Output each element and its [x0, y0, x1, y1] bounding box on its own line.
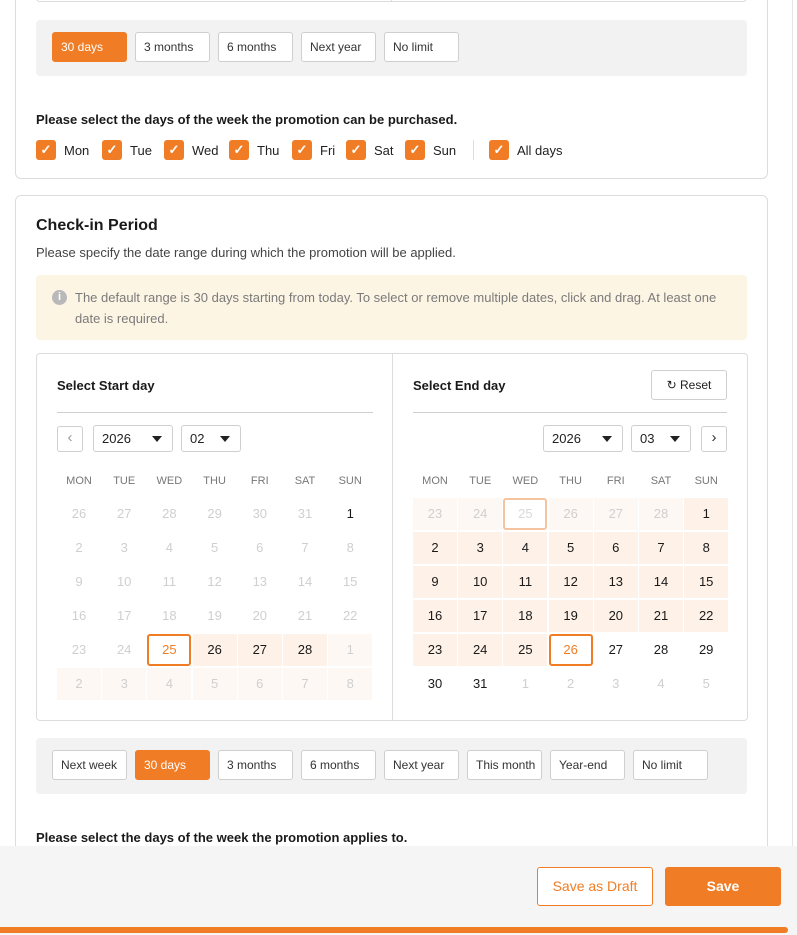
checkin-days-title: Please select the days of the week the promotion applies to. — [36, 830, 408, 845]
calendar-day[interactable]: 8 — [346, 540, 354, 555]
calendar-day[interactable]: 28 — [283, 634, 327, 666]
calendar-day[interactable]: 28 — [639, 498, 683, 530]
calendar-day[interactable]: 31 — [297, 506, 313, 521]
calendar-day[interactable]: 17 — [116, 608, 132, 623]
purchase-preset-3-months[interactable]: 3 months — [135, 32, 210, 62]
day-label: Mon — [64, 142, 90, 158]
start-calendar-rule — [57, 412, 373, 413]
calendar-day[interactable]: 18 — [503, 600, 547, 632]
checkin-preset-3-months[interactable]: 3 months — [218, 750, 293, 780]
chevron-down-icon — [602, 436, 612, 442]
check-icon[interactable]: ✓ — [346, 140, 366, 160]
calendar-day[interactable]: 20 — [252, 608, 268, 623]
save-button[interactable]: Save — [665, 867, 781, 906]
calendar-day[interactable]: 15 — [342, 574, 358, 589]
checkin-notice — [36, 275, 747, 340]
purchase-period-panel — [15, 0, 768, 179]
calendar-day[interactable]: 27 — [116, 506, 132, 521]
calendar-day[interactable]: 4 — [503, 532, 547, 564]
weekday-header: SUN — [694, 475, 718, 487]
check-icon[interactable]: ✓ — [292, 140, 312, 160]
weekday-header: TUE — [469, 475, 492, 487]
calendar-day[interactable]: 14 — [297, 574, 313, 589]
select-value: 2026 — [102, 431, 131, 446]
checkin-preset-no-limit[interactable]: No limit — [633, 750, 708, 780]
calendar-day[interactable]: 18 — [162, 608, 177, 623]
calendar-day[interactable]: 4 — [165, 540, 173, 555]
calendar-day[interactable]: 3 — [612, 676, 620, 691]
weekday-header: WED — [156, 475, 183, 487]
purchase-day-fri[interactable] — [292, 139, 335, 161]
calendar-day[interactable]: 4 — [147, 668, 191, 700]
check-icon[interactable]: ✓ — [489, 140, 509, 160]
chevron-down-icon — [152, 436, 162, 442]
purchase-day-thu[interactable] — [229, 139, 279, 161]
weekday-header: FRI — [606, 475, 625, 487]
calendar-day[interactable]: 19 — [549, 600, 593, 632]
checkin-preset-year-end[interactable]: Year-end — [550, 750, 625, 780]
day-label: Thu — [257, 142, 280, 158]
calendar-day[interactable]: 6 — [238, 668, 282, 700]
calendar-day[interactable]: 6 — [256, 540, 264, 555]
calendar-day[interactable]: 21 — [639, 600, 683, 632]
calendar-day[interactable]: 30 — [427, 676, 443, 691]
purchase-days-title: Please select the days of the week the promotion can be purchased. — [36, 112, 458, 127]
calendar-day[interactable]: 23 — [413, 498, 457, 530]
calendar-day[interactable]: 15 — [684, 566, 728, 598]
calendar-day[interactable]: 5 — [702, 676, 710, 691]
chevron-down-icon — [220, 436, 230, 442]
weekday-header: SUN — [338, 475, 362, 487]
calendar-day[interactable]: 5 — [193, 668, 237, 700]
info-icon: i — [52, 290, 67, 305]
calendar-day[interactable]: 1 — [328, 634, 372, 666]
calendar-day[interactable]: 3 — [458, 532, 502, 564]
purchase-day-sun[interactable] — [405, 139, 456, 161]
calendar-day[interactable]: 7 — [639, 532, 683, 564]
purchase-day-sat[interactable] — [346, 139, 394, 161]
weekday-header: FRI — [250, 475, 269, 487]
select-value: 03 — [640, 431, 655, 446]
calendar-day[interactable]: 6 — [594, 532, 638, 564]
purchase-preset-next-year[interactable]: Next year — [301, 32, 376, 62]
checkin-period-panel — [15, 195, 768, 897]
calendar-day[interactable]: 11 — [503, 566, 547, 598]
calendar-day[interactable]: 22 — [684, 600, 728, 632]
calendar-day[interactable]: 10 — [116, 574, 132, 589]
scroll-track — [792, 0, 793, 846]
purchase-input-divider — [391, 0, 392, 2]
calendar-day[interactable]: 7 — [283, 668, 327, 700]
calendar-day[interactable]: 2 — [57, 668, 101, 700]
date-range-calendar — [36, 353, 748, 721]
calendar-day[interactable]: 30 — [252, 506, 268, 521]
calendar-day[interactable]: 1 — [346, 506, 354, 521]
calendar-day[interactable]: 8 — [684, 532, 728, 564]
day-label: Sun — [433, 142, 457, 158]
footer-action-bar — [0, 846, 797, 935]
purchase-preset-bar — [36, 20, 747, 76]
weekday-header: THU — [203, 475, 226, 487]
calendar-day[interactable]: 29 — [207, 506, 222, 521]
calendar-day[interactable]: 2 — [566, 676, 575, 691]
start-month-select[interactable] — [181, 425, 241, 452]
calendar-day[interactable]: 29 — [698, 642, 714, 657]
day-label: All days — [517, 142, 563, 158]
calendar-day[interactable]: 23 — [413, 634, 457, 666]
calendar-divider — [392, 354, 393, 720]
calendar-day[interactable]: 3 — [102, 668, 146, 700]
calendar-day[interactable]: 17 — [458, 600, 502, 632]
calendar-day[interactable]: 9 — [75, 574, 83, 589]
reset-button[interactable] — [651, 370, 727, 400]
purchase-preset-6-months[interactable]: 6 months — [218, 32, 293, 62]
calendar-day[interactable]: 24 — [458, 498, 502, 530]
day-label: Fri — [320, 142, 336, 158]
calendar-day[interactable]: 7 — [301, 540, 309, 555]
end-calendar-rule — [413, 412, 727, 413]
calendar-day[interactable]: 27 — [608, 642, 624, 657]
check-icon[interactable]: ✓ — [405, 140, 425, 160]
calendar-day[interactable]: 1 — [521, 676, 529, 691]
calendar-day[interactable]: 21 — [297, 608, 313, 623]
weekday-header: WED — [512, 475, 539, 487]
calendar-day[interactable]: 3 — [120, 540, 128, 555]
weekday-header: TUE — [113, 475, 136, 487]
calendar-day[interactable]: 12 — [207, 574, 222, 589]
day-label: Tue — [130, 142, 152, 158]
select-value: 02 — [190, 431, 205, 446]
calendar-day[interactable]: 1 — [684, 498, 728, 530]
checkin-preset-bar — [36, 738, 747, 794]
calendar-day[interactable]: 25 — [503, 634, 547, 666]
calendar-day[interactable]: 24 — [116, 642, 132, 657]
purchase-preset-no-limit[interactable]: No limit — [384, 32, 459, 62]
calendar-day[interactable]: 10 — [458, 566, 502, 598]
check-icon[interactable]: ✓ — [102, 140, 122, 160]
end-month-select[interactable] — [631, 425, 691, 452]
calendar-day[interactable]: 5 — [210, 540, 219, 555]
day-label: Sat — [374, 142, 394, 158]
calendar-day[interactable]: 5 — [549, 532, 593, 564]
check-icon[interactable]: ✓ — [164, 140, 184, 160]
calendar-day[interactable]: 9 — [413, 566, 457, 598]
start-calendar-title: Select Start day — [57, 378, 155, 393]
calendar-day[interactable]: 26 — [549, 634, 593, 666]
checkin-preset-this-month[interactable]: This month — [467, 750, 542, 780]
checkin-preset-30-days[interactable]: 30 days — [135, 750, 210, 780]
calendar-day[interactable]: 13 — [594, 566, 638, 598]
purchase-day-mon[interactable] — [36, 139, 89, 161]
calendar-day[interactable]: 26 — [193, 634, 237, 666]
checkin-preset-next-week[interactable]: Next week — [52, 750, 127, 780]
calendar-day[interactable]: 16 — [71, 608, 87, 623]
weekday-header: SAT — [294, 475, 316, 487]
refresh-icon: ↻ — [666, 378, 677, 392]
calendar-day[interactable]: 20 — [594, 600, 638, 632]
calendar-day[interactable]: 4 — [657, 676, 665, 691]
calendar-day[interactable]: 31 — [472, 676, 488, 691]
purchase-day-tue[interactable] — [102, 139, 152, 161]
chevron-left-icon: ‹ — [67, 429, 73, 446]
notice-text: The default range is 30 days starting from today. To select or remove multiple dates, click and drag. At least one date is required. — [75, 290, 717, 326]
start-year-select[interactable] — [93, 425, 173, 452]
chevron-right-icon: › — [711, 429, 717, 446]
checkin-description: Please specify the date range during which the promotion will be applied. — [36, 245, 456, 260]
calendar-day[interactable]: 27 — [238, 634, 282, 666]
day-label: Wed — [192, 142, 219, 158]
calendar-day[interactable]: 24 — [458, 634, 502, 666]
checkin-title: Check-in Period — [36, 217, 158, 234]
calendar-day[interactable]: 25 — [503, 498, 547, 530]
check-icon[interactable]: ✓ — [229, 140, 249, 160]
calendar-day[interactable]: 25 — [147, 634, 191, 666]
calendar-day[interactable]: 26 — [549, 498, 593, 530]
next-month-button[interactable] — [701, 426, 727, 452]
calendar-day[interactable]: 12 — [549, 566, 593, 598]
calendar-day[interactable]: 28 — [162, 506, 177, 521]
purchase-day-all[interactable] — [489, 139, 563, 161]
check-icon[interactable]: ✓ — [36, 140, 56, 160]
save-draft-button[interactable]: Save as Draft — [537, 867, 653, 906]
days-divider — [473, 140, 474, 160]
weekday-header: MON — [422, 475, 448, 487]
calendar-day[interactable]: 8 — [328, 668, 372, 700]
calendar-day[interactable]: 13 — [252, 574, 268, 589]
calendar-day[interactable]: 26 — [71, 506, 87, 521]
purchase-preset-30-days[interactable]: 30 days — [52, 32, 127, 62]
calendar-day[interactable]: 22 — [342, 608, 358, 623]
chevron-down-icon — [670, 436, 680, 442]
prev-month-button[interactable] — [57, 426, 83, 452]
calendar-day[interactable]: 11 — [162, 574, 177, 589]
calendar-day[interactable]: 19 — [207, 608, 222, 623]
calendar-day[interactable]: 2 — [75, 540, 83, 555]
checkin-preset-next-year[interactable]: Next year — [384, 750, 459, 780]
calendar-day[interactable]: 28 — [653, 642, 669, 657]
weekday-header: THU — [559, 475, 582, 487]
weekday-header: MON — [66, 475, 92, 487]
calendar-day[interactable]: 27 — [594, 498, 638, 530]
end-year-select[interactable] — [543, 425, 623, 452]
calendar-day[interactable]: 2 — [413, 532, 457, 564]
weekday-header: SAT — [650, 475, 672, 487]
calendar-day[interactable]: 23 — [71, 642, 87, 657]
purchase-day-wed[interactable] — [164, 139, 219, 161]
bottom-accent-bar — [0, 927, 788, 933]
reset-label: Reset — [680, 378, 712, 392]
calendar-day[interactable]: 14 — [639, 566, 683, 598]
select-value: 2026 — [552, 431, 581, 446]
calendar-day[interactable]: 16 — [413, 600, 457, 632]
checkin-preset-6-months[interactable]: 6 months — [301, 750, 376, 780]
end-calendar-title: Select End day — [413, 378, 506, 393]
